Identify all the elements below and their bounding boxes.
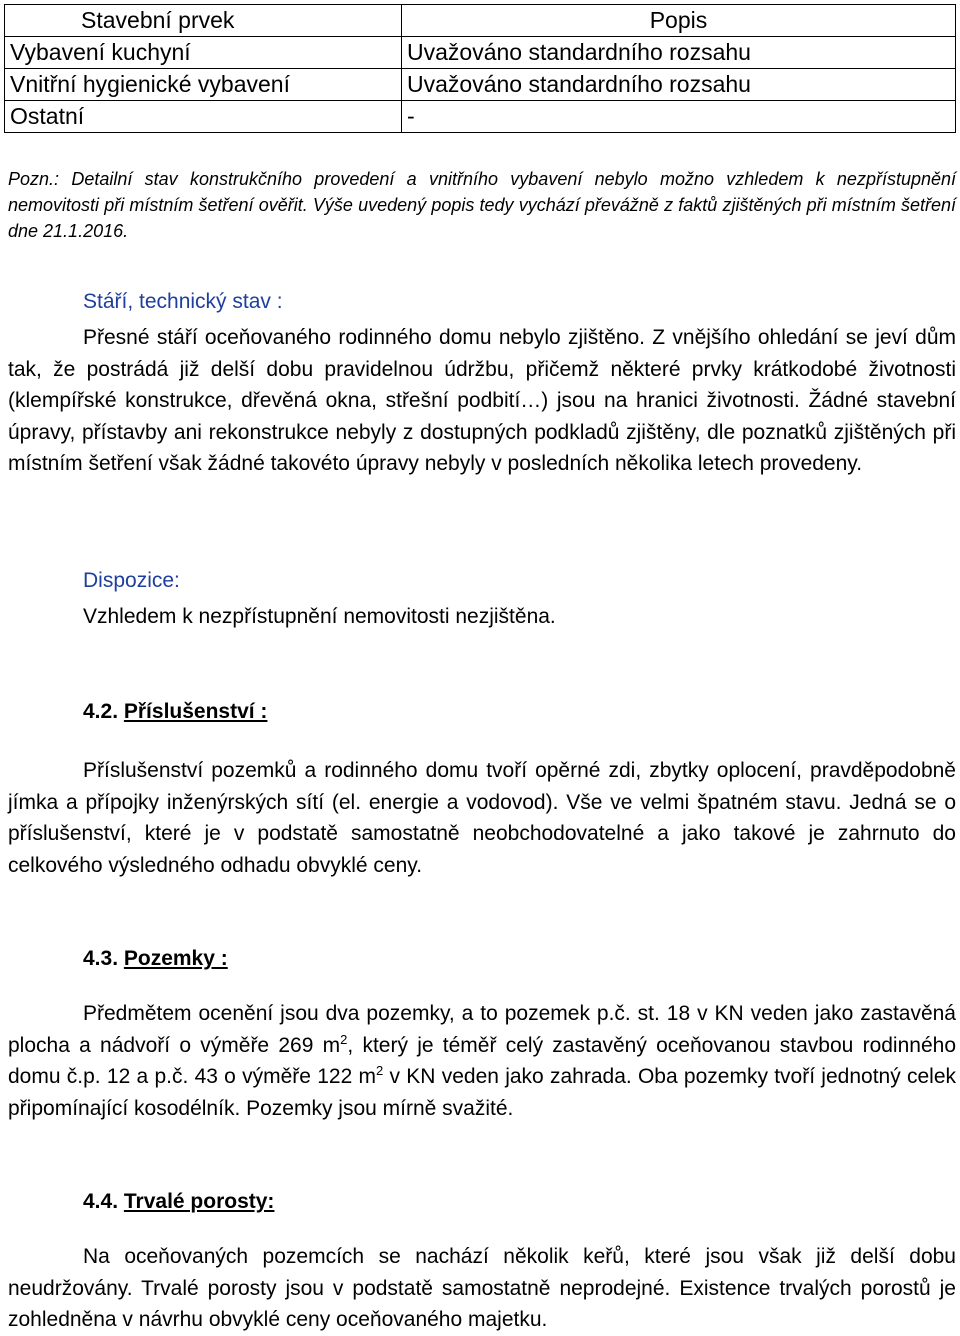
note-paragraph <box>8 166 956 244</box>
pozemky-paragraph <box>8 998 956 1124</box>
header-cell-description: Popis <box>402 5 956 37</box>
equipment-table <box>4 4 956 133</box>
section-heading-4-4 <box>83 1187 274 1217</box>
stari-paragraph: Přesné stáří oceňovaného rodinného domu nebylo zjištěno. Z vnějšího ohledání se jeví dům tak, že postrádá již delší dobu pravidelnou údržbu, přičemž některé prvky krátkodobé životnosti (klempířské konstrukce, dřevěná okna, střešní podbití…) jsou na hranici životnosti. Žádné stavební úpravy, přístavby ani rekonstrukce nebyly z dostupných podkladů zjištěny, dle poznatků zjištěných při místním šetření však žádné takovéto úpravy nebyly v posledních několika letech provedeny. <box>8 326 956 475</box>
porosty-paragraph: Na oceňovaných pozemcích se nachází několik keřů, které jsou však již delší dobu neudržovány. Trvalé porosty jsou v podstatě samostatně neprodejné. Existence trvalých porostů je zohledněna v návrhu obvyklé ceny oceňovaného majetku. <box>8 1245 956 1331</box>
prislusenstvi-paragraph: Příslušenství pozemků a rodinného domu tvoří opěrné zdi, zbytky oplocení, pravděpodobně jímka a přípojky inženýrských sítí (el. energie a vodovod). Vše ve velmi špatném stavu. Jedná se o příslušenství, které je v podstatě samostatně neobchodovatelné a jako takové je zahrnuto do celkového výsledného odhadu obvyklé ceny. <box>8 759 956 877</box>
table-row <box>5 69 956 101</box>
heading-stari: Stáří, technický stav : <box>83 290 283 313</box>
area-superscript: 2 <box>340 1031 348 1047</box>
section-number: 4.3. <box>83 947 119 970</box>
table-cell: Vnitřní hygienické vybavení <box>5 69 402 101</box>
table-cell: - <box>402 101 956 133</box>
pozemky-text-b: , který je téměř celý zastavěný oceňovanou stavbou rodinného domu č.p. 12 a p.č. 43 o výměře 122 m <box>8 1033 956 1088</box>
header-cell-element: Stavební prvek <box>5 5 402 37</box>
pozemky-text-a: Předmětem ocenění jsou dva pozemky, a to pozemek p.č. st. 18 v KN veden jako zastavěná plocha a nádvoří o výměře 269 m <box>8 1002 956 1057</box>
table-row <box>5 37 956 69</box>
dispozice-text: Vzhledem k nezpřístupnění nemovitosti nezjištěna. <box>83 605 556 628</box>
table-cell: Vybavení kuchyní <box>5 37 402 69</box>
section-number: 4.4. <box>83 1190 119 1213</box>
section-number: 4.2. <box>83 700 119 723</box>
section-title: Trvalé porosty: <box>123 1190 275 1213</box>
note-part1: Pozn.: Detailní stav konstrukčního provedení a vnitřního vybavení nebylo možno vzhledem k nezpřístupnění nemovitosti při místním šetření ověřit. <box>8 169 956 215</box>
table-row <box>5 101 956 133</box>
section-title: Pozemky : <box>123 947 228 970</box>
note-part2: Výše uvedený popis tedy vychází převážně z faktů zjištěných při místním šetření dne 21.1.2016. <box>8 195 956 241</box>
table-header-row <box>5 5 956 37</box>
section-heading-4-2 <box>83 697 267 727</box>
heading-dispozice: Dispozice: <box>83 569 180 592</box>
table-cell: Uvažováno standardního rozsahu <box>402 69 956 101</box>
table-cell: Ostatní <box>5 101 402 133</box>
pozemky-text-c: v KN veden jako zahrada. Oba pozemky tvoří jednotný celek připomínající kosodélník. Pozemky jsou mírně svažité. <box>8 1065 956 1120</box>
area-superscript: 2 <box>376 1063 384 1078</box>
table-cell: Uvažováno standardního rozsahu <box>402 37 956 69</box>
section-title: Příslušenství : <box>123 700 268 723</box>
section-heading-4-3 <box>83 944 228 974</box>
